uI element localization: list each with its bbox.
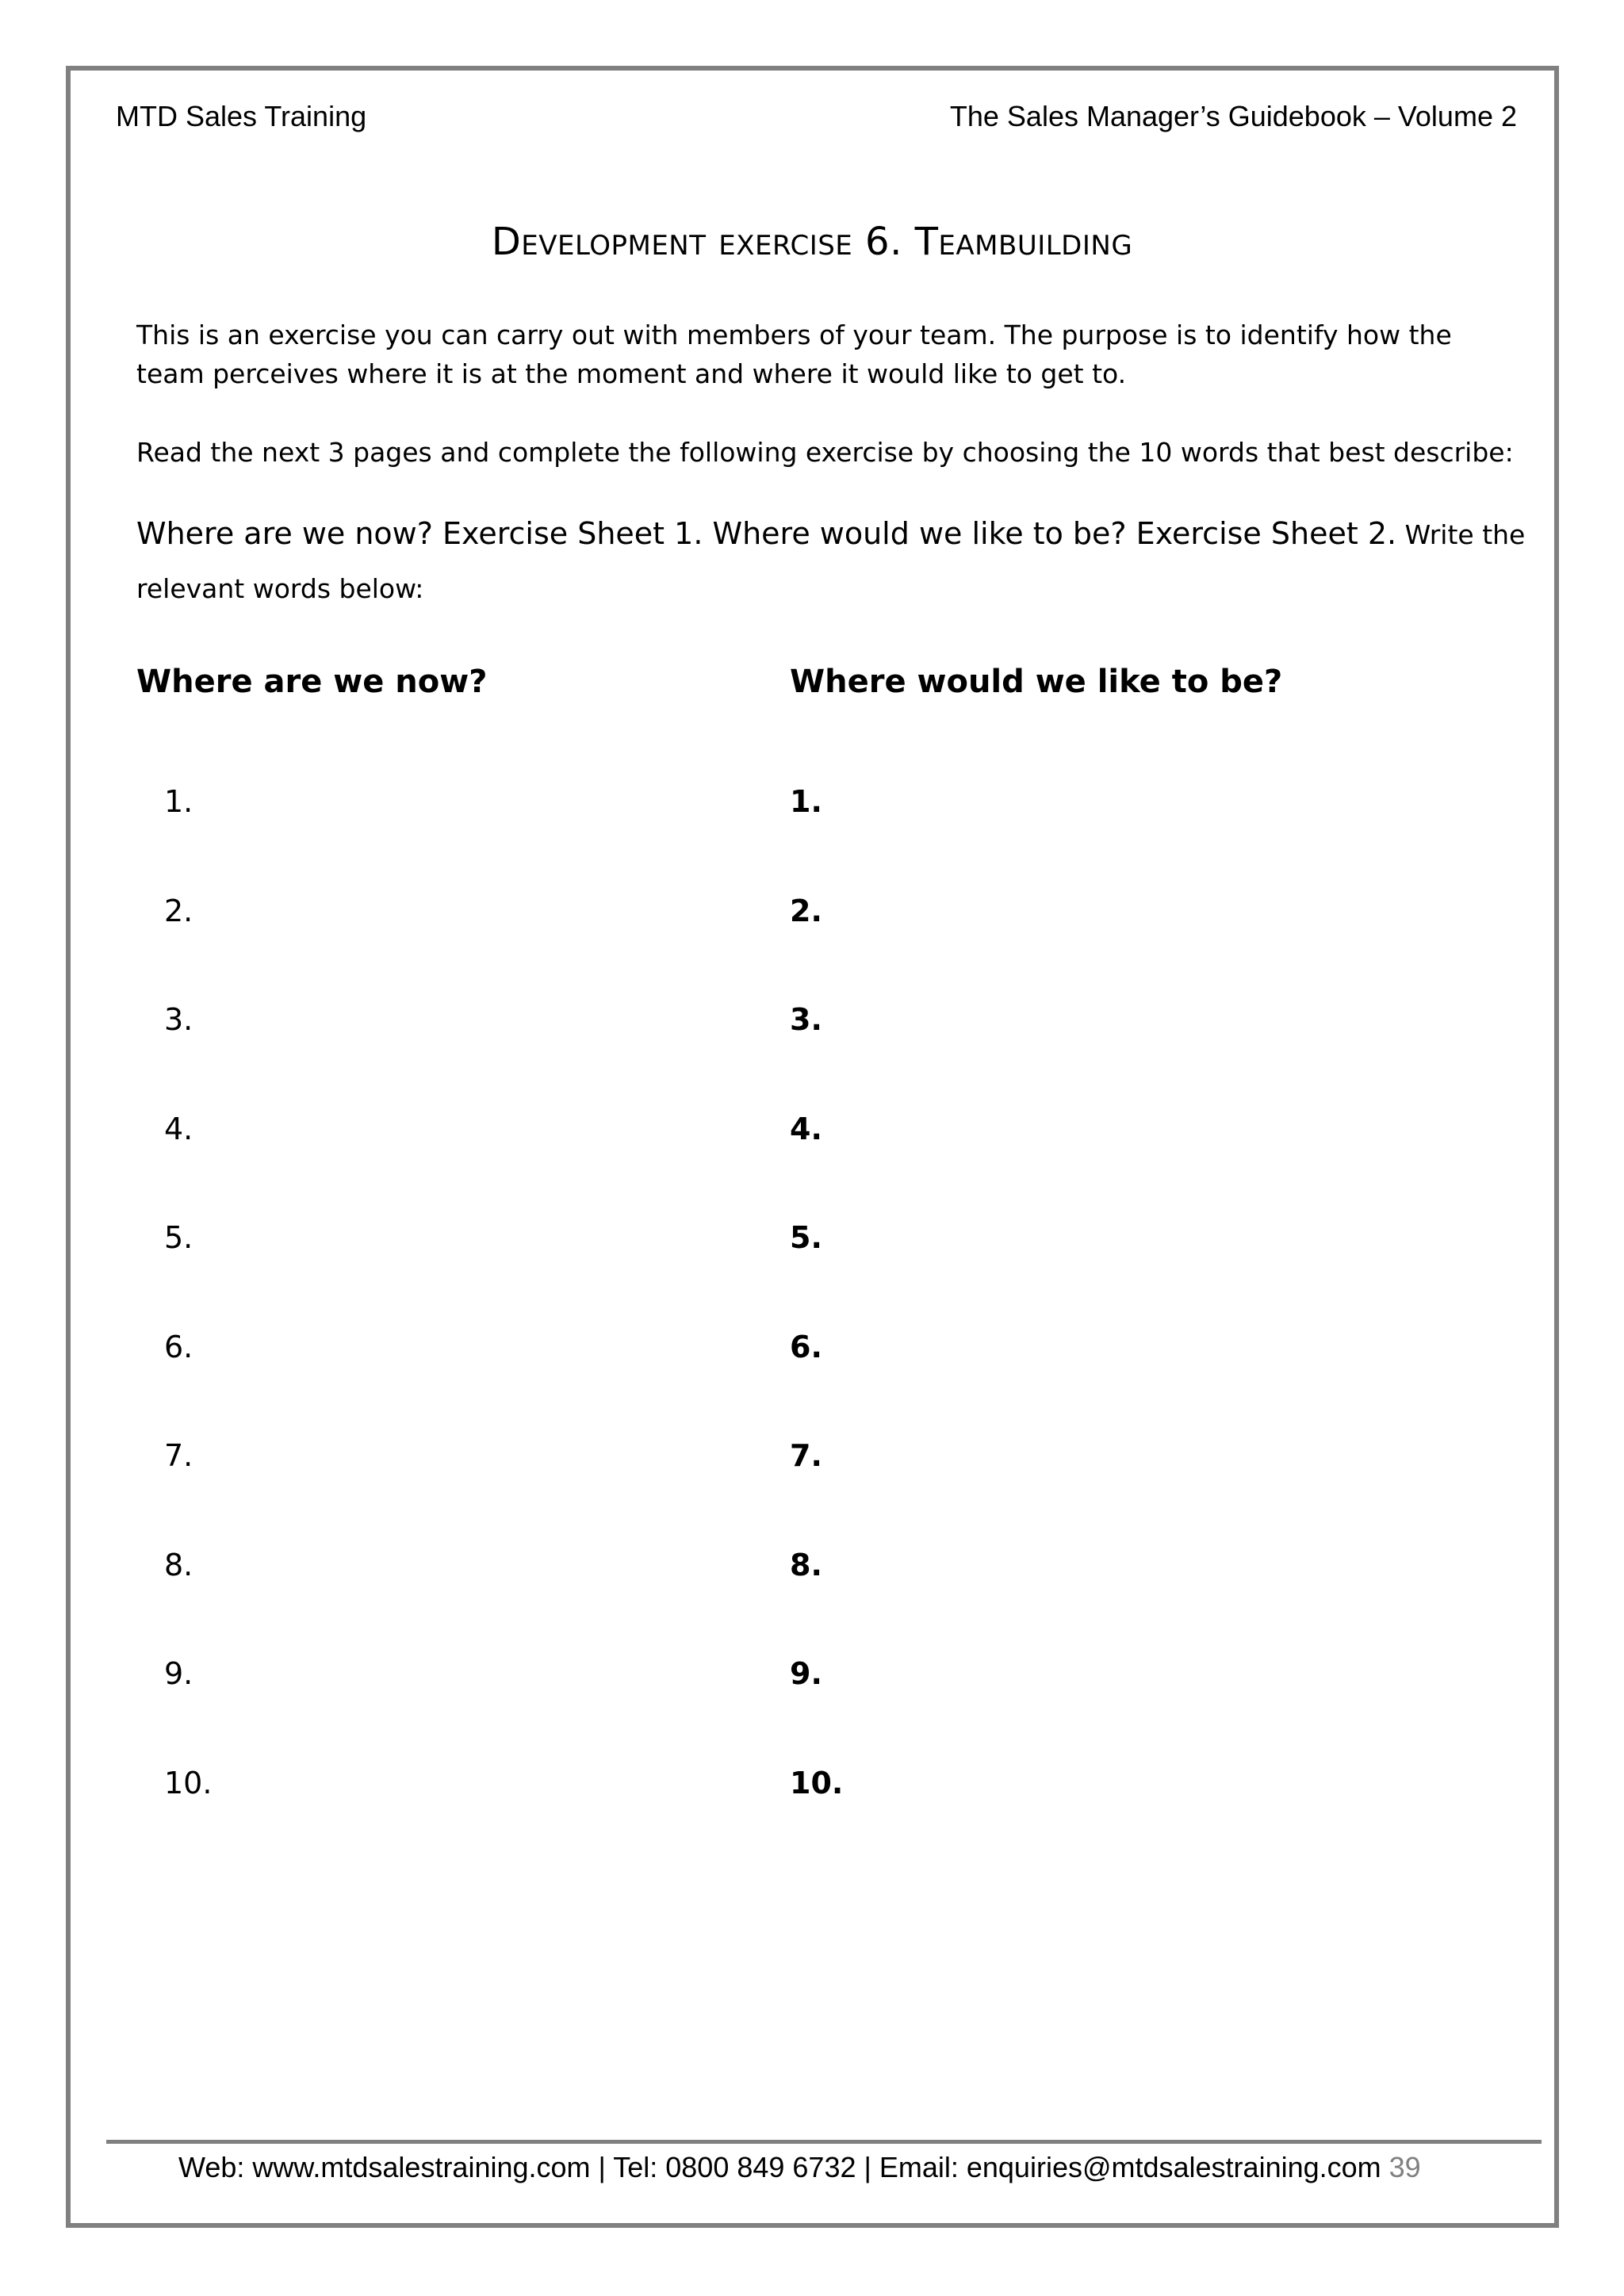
list-item: 10. <box>790 1765 844 1800</box>
page-number: 39 <box>1388 2151 1421 2183</box>
relevant-words-line: relevant words below: <box>136 573 424 604</box>
list-item: 9. <box>164 1656 193 1691</box>
list-item: 10. <box>164 1765 213 1800</box>
intro-paragraph: This is an exercise you can carry out with members of your team. The purpose is to identify how the team perceives where it is at the moment and where it would like to get to. <box>136 320 1452 389</box>
instructions-paragraph: Read the next 3 pages and complete the following exercise by choosing the 10 words that best describe: <box>136 437 1514 468</box>
write-the-text: Write the <box>1404 519 1526 550</box>
heading-where-are-we-now: Where are we now? <box>136 664 488 700</box>
list-item: 4. <box>164 1111 193 1146</box>
footer-divider <box>106 2140 1542 2144</box>
list-item: 1. <box>164 784 193 819</box>
list-item: 5. <box>790 1220 822 1255</box>
list-item: 9. <box>790 1656 822 1691</box>
list-item: 1. <box>790 784 822 819</box>
header-book-title: The Sales Manager’s Guidebook – Volume 2 <box>949 100 1517 132</box>
list-item: 5. <box>164 1220 193 1255</box>
exercise-sheets-text: Where are we now? Exercise Sheet 1. Where would we like to be? Exercise Sheet 2. <box>136 516 1397 551</box>
heading-where-would-we-like-to-be: Where would we like to be? <box>790 664 1283 700</box>
list-item: 3. <box>790 1002 822 1037</box>
list-item: 8. <box>790 1547 822 1582</box>
list-item: 6. <box>164 1329 193 1364</box>
list-item: 4. <box>790 1111 822 1146</box>
list-item: 2. <box>790 893 822 928</box>
page-title: Development exercise 6. Teambuilding <box>491 220 1133 264</box>
footer <box>178 2150 1421 2185</box>
exercise-sheets-line <box>136 492 1526 577</box>
list-item: 7. <box>790 1438 822 1473</box>
list-item: 2. <box>164 893 193 928</box>
list-item: 8. <box>164 1547 193 1582</box>
list-item: 3. <box>164 1002 193 1037</box>
list-where-would-we-like-to-be <box>790 781 843 1871</box>
footer-contact: Web: www.mtdsalestraining.com | Tel: 0800 849 6732 | Email: enquiries@mtdsalestraining.com <box>178 2151 1381 2183</box>
list-item: 7. <box>164 1438 193 1473</box>
list-where-are-we-now <box>164 781 212 1871</box>
list-item: 6. <box>790 1329 822 1364</box>
header-company-name: MTD Sales Training <box>116 100 367 132</box>
